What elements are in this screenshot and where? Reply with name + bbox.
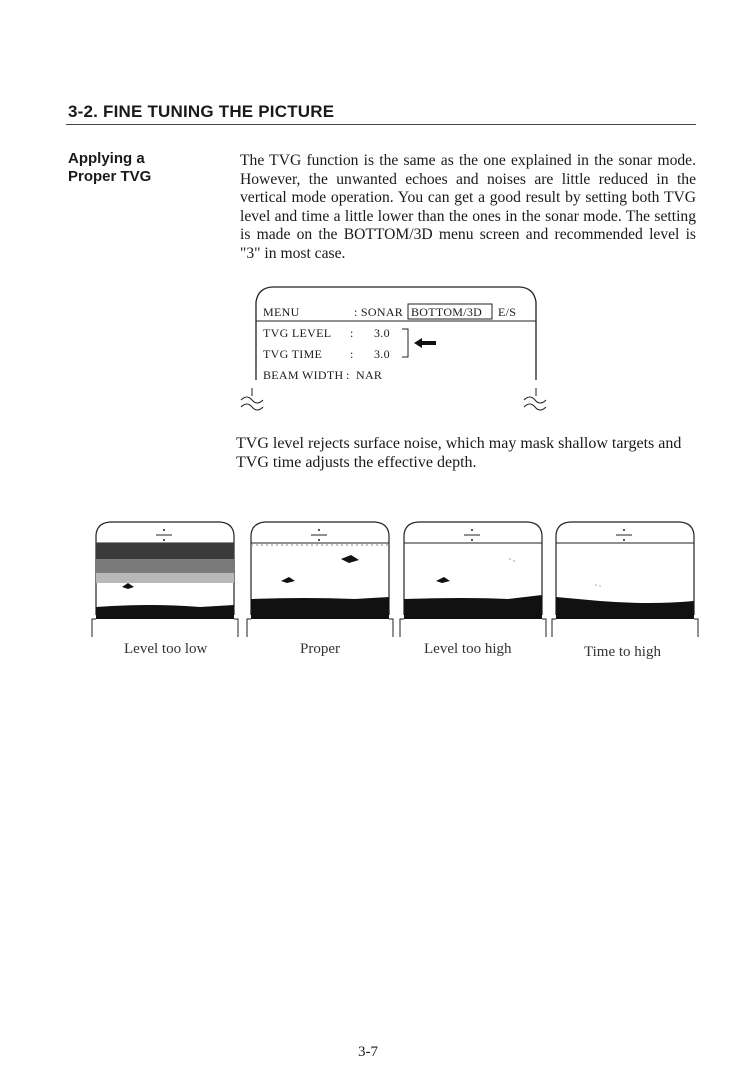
menu-row-label: BEAM WIDTH — [263, 368, 344, 382]
echo-screen-level-too-low — [90, 519, 240, 637]
menu-tab-es: E/S — [498, 305, 517, 319]
menu-row-colon: : — [346, 368, 350, 382]
echo-screen-time-too-high — [550, 519, 700, 637]
caption-time-too-high: Time to high — [584, 644, 661, 660]
side-heading — [68, 150, 218, 186]
page-number: 3-7 — [358, 1044, 378, 1060]
menu-row-label: TVG LEVEL — [263, 326, 332, 340]
echo-screen-proper — [245, 519, 395, 637]
section-title: 3-2. FINE TUNING THE PICTURE — [68, 102, 335, 121]
menu-row-value: NAR — [356, 368, 383, 382]
menu-separator: : SONAR — [354, 305, 404, 319]
caption-level-too-high: Level too high — [424, 641, 512, 657]
echo-screen-level-too-high — [398, 519, 548, 637]
caption-proper: Proper — [300, 641, 340, 657]
menu-tab-bottom3d: BOTTOM/3D — [411, 305, 483, 319]
side-heading-line1: Applying a — [68, 150, 145, 167]
menu-screen-illustration — [238, 284, 550, 414]
menu-row-value: 3.0 — [374, 326, 390, 340]
intro-paragraph: The TVG function is the same as the one explained in the sonar mode. However, the unwanted echoes and noises are little reduced in the vertical mode operation. You can get a good result by setting both TVG level and time a little lower than the ones in the sonar mode. The setting is made on the BOTTOM/3D menu screen and recommended level is "3" in most case. — [240, 152, 696, 262]
menu-row-value: 3.0 — [374, 347, 390, 361]
menu-row-colon: : — [350, 347, 354, 361]
caption-level-too-low: Level too low — [124, 641, 208, 657]
menu-row-label: TVG TIME — [263, 347, 323, 361]
side-heading-line2: Proper TVG — [68, 168, 152, 185]
menu-row-colon: : — [350, 326, 354, 340]
tvg-explanation-paragraph: TVG level rejects surface noise, which may mask shallow targets and TVG time adjusts the effective depth. — [236, 435, 682, 471]
section-rule — [66, 124, 696, 125]
menu-label: MENU — [263, 305, 300, 319]
